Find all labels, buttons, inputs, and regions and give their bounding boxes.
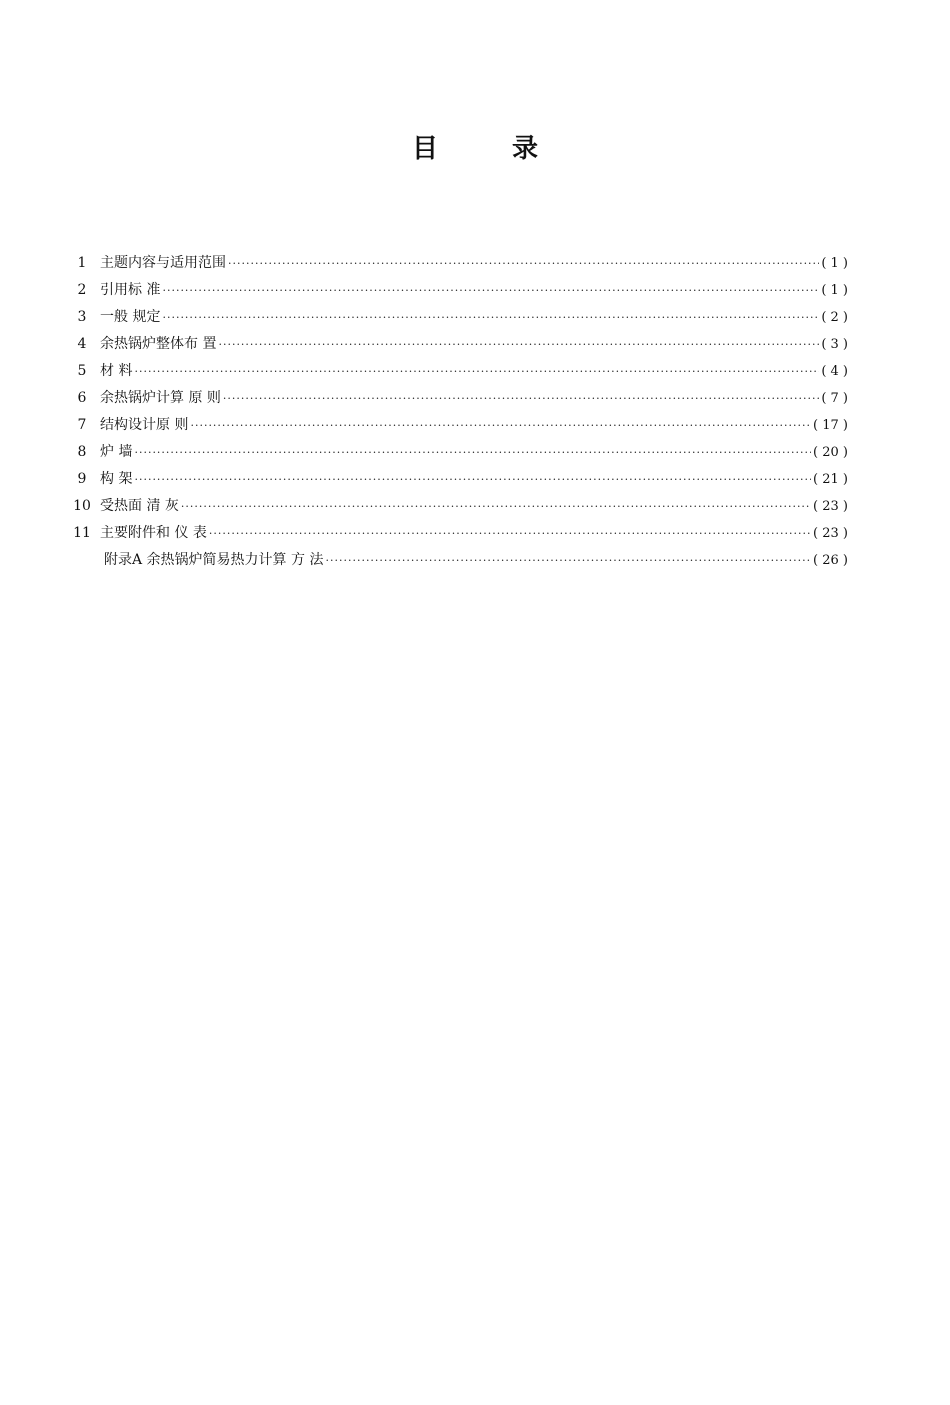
toc-entry-number: 11 [73,525,91,541]
page-title [0,128,950,165]
toc-entry[interactable] [64,439,848,466]
toc-entry-page: ( 23 ) [813,499,848,514]
toc-entry-page: ( 4 ) [821,364,848,379]
toc-dot-leader [223,385,819,412]
toc-entry[interactable] [64,277,848,304]
toc-entry-title: 引用标 准 [100,282,161,298]
toc-dot-leader [134,439,811,466]
toc-entry-title: 主题内容与适用范围 [100,255,226,271]
toc-entry[interactable] [64,520,848,547]
toc-dot-leader [190,412,811,439]
toc-entry[interactable] [64,304,848,331]
toc-dot-leader [162,277,819,304]
toc-dot-leader [325,547,811,574]
toc-entry-number: 2 [77,282,87,298]
toc-entry-title: 余热锅炉计算 原 则 [100,390,221,406]
toc-entry-title: 主要附件和 仪 表 [100,525,207,541]
toc-dot-leader [218,331,819,358]
toc-entry[interactable] [64,385,848,412]
toc-dot-leader [134,358,819,385]
toc-entry-appendix[interactable] [64,547,848,574]
toc-entry-number: 7 [77,417,87,433]
toc-dot-leader [134,466,811,493]
toc-entry-number: 10 [73,498,91,514]
toc-entry-title: 一般 规定 [100,309,161,325]
toc-entry[interactable] [64,412,848,439]
toc-entry[interactable] [64,250,848,277]
toc-dot-leader [209,520,811,547]
toc-entry-page: ( 23 ) [813,526,848,541]
toc-entry-page: ( 2 ) [821,310,848,325]
toc-entry-title: 附录A 余热锅炉简易热力计算 方 法 [104,552,324,568]
toc-entry[interactable] [64,466,848,493]
toc-entry-page: ( 1 ) [821,283,848,298]
toc-entry-title: 材 料 [100,363,133,379]
toc-entry-number: 3 [77,309,87,325]
toc-entry-title: 构 架 [100,471,133,487]
toc-entry-page: ( 21 ) [813,472,848,487]
toc-entry[interactable] [64,358,848,385]
toc-entry-number: 8 [77,444,87,460]
toc-entry-number: 6 [77,390,87,406]
table-of-contents [64,250,848,574]
toc-entry[interactable] [64,331,848,358]
toc-entry-title: 结构设计原 则 [100,417,189,433]
toc-entry-title: 炉 墙 [100,444,133,460]
toc-entry-page: ( 3 ) [821,337,848,352]
toc-dot-leader [228,250,819,277]
title-char-2: 录 [512,134,539,164]
toc-entry-number: 9 [77,471,87,487]
toc-entry-page: ( 20 ) [813,445,848,460]
toc-dot-leader [162,304,819,331]
toc-entry[interactable] [64,493,848,520]
toc-entry-page: ( 26 ) [813,553,848,568]
toc-entry-page: ( 1 ) [821,256,848,271]
toc-entry-page: ( 7 ) [821,391,848,406]
toc-entry-title: 余热锅炉整体布 置 [100,336,217,352]
toc-dot-leader [181,493,811,520]
toc-entry-title: 受热面 清 灰 [100,498,179,514]
toc-entry-page: ( 17 ) [813,418,848,433]
toc-entry-number: 4 [77,336,87,352]
title-char-1: 目 [411,134,438,164]
toc-entry-number: 1 [77,255,87,271]
toc-entry-number: 5 [77,363,87,379]
